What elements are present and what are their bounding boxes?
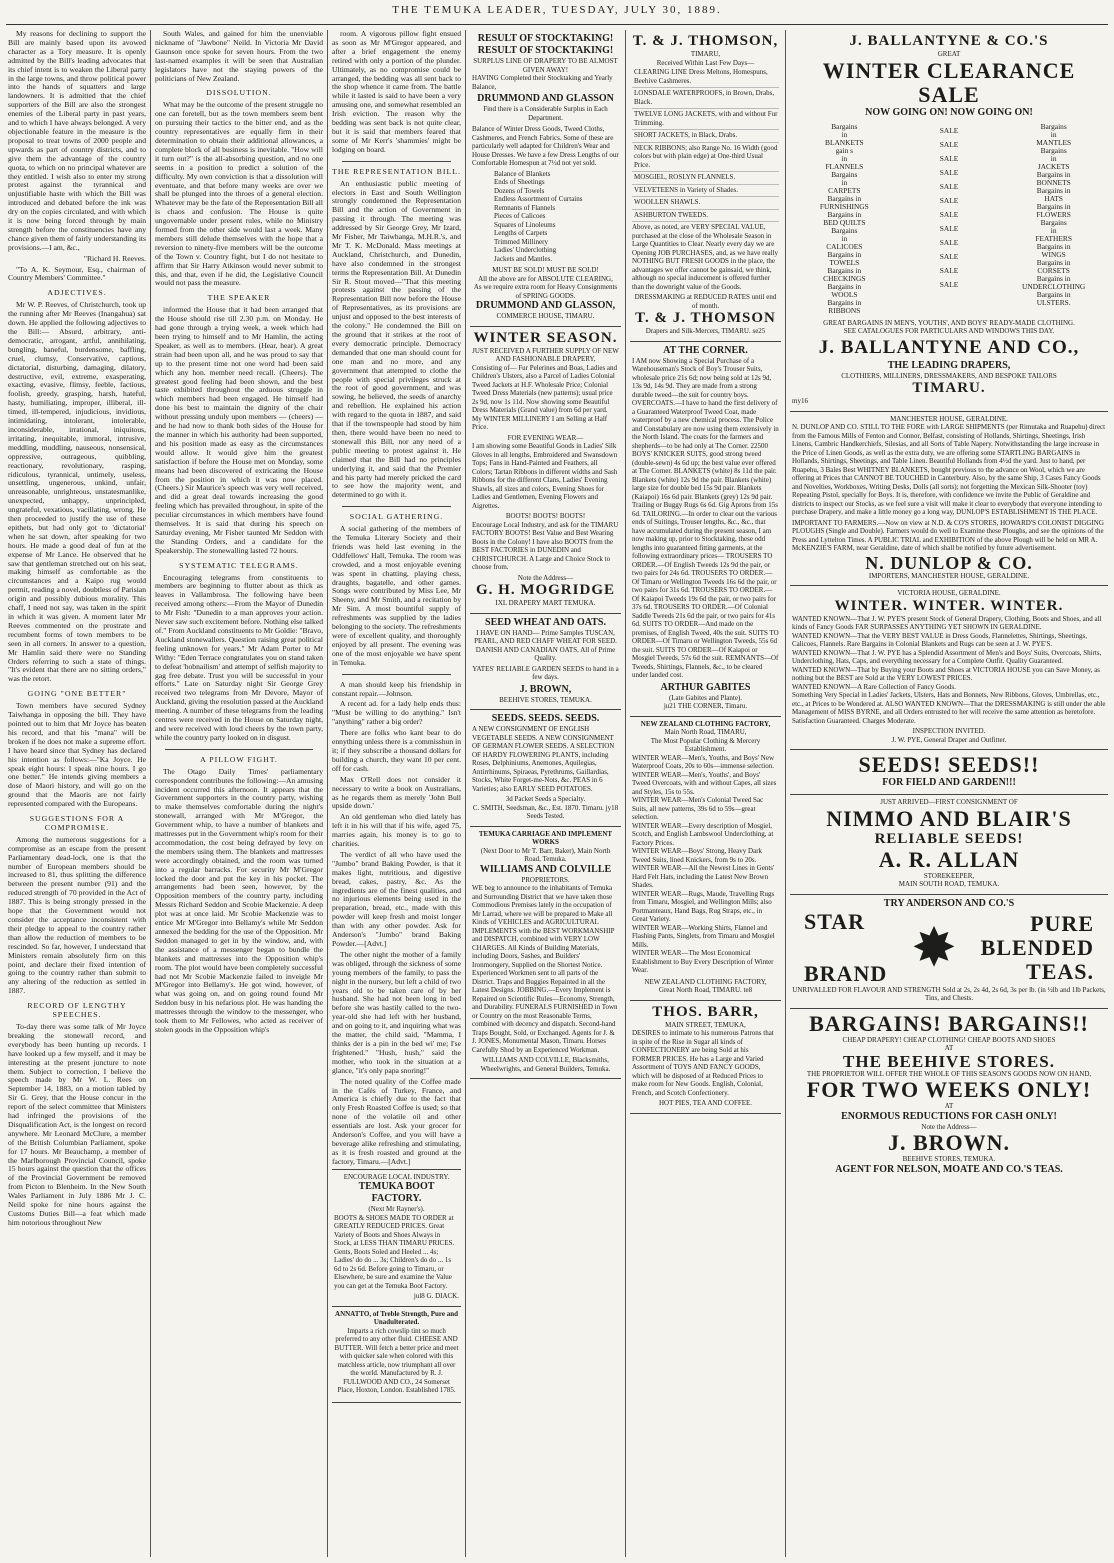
article-paragraph: An enthusiastic public meeting of electors in East and South Wellington strongly condemned the Representation Bill and the action of Government in passing it through. The meeting was addressed by Sir George Grey, Mr Izard, Mr Fisher, Mr Taiwhanga, M.H.R.'s, and Mr T. K. McDonald. Mass meetings at Auckland, Christchurch, and Dunedin, have also condemned in the strongest terms the Representation Bill. At Dunedin Sir R. Stout moved—"That this meeting protests against the passing of the Representation Bill now before the House of Representatives, as its provisions are unjust and opposed to the best interests of the colony." He condemned the Bill on the ground that it strikes at the root of every democratic principle. Democracy demanded that one man should count for one man and no more, and any government that attempted to clothe the people with special privileges struck at the root of good government, and was sowing, he believed, the seeds of anarchy and rebellion. He explained his action with regard to the quota in 1887, and said that if the townspeople had stood by him then, there would have been no need to stonewall this Bill, nor any need of a public meeting to protest against it. He claimed that the Bill had no principles underlying it, and said that the Premier and his party had merely pricked the card to see how the majority went, and determined to go with it. (332, 178, 461, 500)
ad-advertiser: C. SMITH, Seedsman, &c., Est. 1870. Timaru. jy18 Seeds Tested. (472, 803, 619, 820)
ad-title: WINTER CLEARANCE SALE (822, 57, 1076, 107)
ad-body: DRESSMAKING at REDUCED RATES until end of month. (634, 293, 777, 310)
list-item: BONNETS (1036, 177, 1071, 187)
list-item: Bargains (1040, 217, 1067, 227)
list-item: CARPETS (828, 185, 861, 195)
ad-title: NIMMO AND BLAIR'S (826, 805, 1072, 831)
column-rule (327, 30, 328, 1557)
list-item: SALE (939, 153, 959, 163)
advertisement-seed-wheat (470, 614, 621, 711)
article-paragraph: The verdict of all who have used the "Jumbo" brand Baking Powder, is that it makes light, nutritious, and digestive bread, cakes, pastry, &c. As the ingredients are of the finest qualities, and no injurious elements being used in the preparation, bread, etc., made with this powder will keep fresh and moist longer than with any other powder. Ask for Anderson's "Jumbo" brand Baking Powder.—[Advt.] (332, 849, 461, 948)
ad-body: IMPORTANT TO FARMERS.—Now on view at N.D. & CO'S STORES, HOWARD'S COLONIST DIGGING PLOUGHS (Single and Double). Farmers would do well to Examine these Ploughs, and see the opinions of the Press and Lyttelton Times. A PUBLIC TRIAL and EXHIBITION of the above Plough will be held on MR A. McKENZIE'S FARM, near Geraldine, date of which shall be notified by future advertisement. (792, 518, 1104, 552)
ad-body: Balance of Winter Dress Goods, Tweed Cloths, Cashmeres, and French Fabrics. Some of these are particularly well adapted for Children's Wear and House Dresses. We have a few Dress Lengths of our Comfortable Homespun at 7½d not yet sold. (472, 125, 619, 167)
ad-body: 3d Packet Seeds a Specialty. (505, 795, 586, 803)
list-item: WANTED KNOWN—That the VERY BEST VALUE in Dress Goods, Flannelettes, Shirtings, Sheetings, Calicoes, Flannels. Rare Bargains in Colonial Blankets and Rugs can be seen at J. W. PYE'S. (792, 631, 1087, 648)
ad-title: RESULT OF STOCKTAKING! (477, 45, 614, 56)
ad-body: Something Very Special in Ladies' Jackets, Ulsters, Hats and Bonnets, New Ribbons, Gloves, Umbrellas, etc., etc., at Prices to be Wondered at. ALSO WANTED KNOWN—That the DRESSMAKING is still under the able Management of MISS BYRNE, and all Orders entrusted to her will receive the same attention as heretofore. Satisfaction Guaranteed. Charges Moderate. (792, 691, 1106, 725)
list-item: RIBBONS (828, 305, 861, 315)
list-item: Bargains in (827, 193, 862, 203)
list-item: Bargains in (827, 209, 862, 219)
advertisement-boot-factory (332, 1169, 461, 1307)
ad-subtitle: (Late Gabites and Plante). (668, 693, 743, 702)
ad-advertiser: DRUMMOND AND GLASSON (477, 93, 614, 104)
advertisement-drummond-glasson (470, 30, 621, 327)
list-item: WANTED KNOWN—That by Buying your Boots and Shoes at VICTORIA HOUSE you can Save Money, as nothing but the BEST are Sold at the VERY LOWEST PRICES. (792, 665, 1101, 682)
list-item: in (841, 233, 848, 243)
ad-subtitle: CHEAP DRAPERY! CHEAP CLOTHING! CHEAP BOOTS AND SHOES (842, 1035, 1056, 1044)
ad-body: N. DUNLOP AND CO. STILL TO THE FORE with LARGE SHIPMENTS (per Rimutaka and Ruapehu) direct from the Famous Mills of Fenton and Connor, Belfast, consisting of Hollands, Shirtings, Sheetings, Irish Linens, Cambric Handkerchiefs, Silesias, and all Sorts of Table Napery. Notwithstanding the large increase in the Price of Linen Goods, as well as the extra duty, we are offering some STARTLING BARGAINS in Hollands, Shirtings, Sheetings, and Table Linen. Beautiful Hollands from 4½d the yard. Just to hand, per Ruapehu, 3 Bales Best WHITNEY BLANKETS, bought previous to the advance on Wool, which we are offering at Prices that CANNOT BE TOUCHED in Canterbury. Also, by the same Ship, 3 Cases Fancy Goods and Novelties, Workboxes, Writing Desks, Dolls (all sorts); not forgetting the Mexican Silk-Shooter (toy) Repeating Pistol, specially for Boys. It is, therefore, with confidence we invite the Public of Geraldine and districts to inspect our Stocks, as we feel sure a visit will make it clear to everybody that everyone intending to purchase Drapery, and make a little money go a long way, DUNLOP'S ESTABLISHMENT IS THE PLACE. (792, 423, 1106, 516)
ad-address: BEEHIVE STORES, TEMUKA. (499, 695, 592, 704)
ad-body: All the above are for ABSOLUTE CLEARING, (478, 274, 613, 283)
list-item: Bargains (831, 169, 858, 179)
list-item: ULSTERS. (1036, 297, 1071, 307)
list-item: LONSDALE WATERPROOFS, in Brown, Drabs, Black. (632, 89, 779, 109)
ad-headline: FOR TWO WEEKS ONLY! (806, 1077, 1092, 1102)
list-item: Pieces of Calicoes (494, 212, 546, 220)
ad-body: I HAVE ON HAND— Prime Samples TUSCAN, PEARL, AND RED CHAFF WHEAT FOR SEED. DANISH AND CANADIAN OATS, All of Prime Quality. (474, 628, 617, 662)
list-item: Bargains (1040, 145, 1067, 155)
list-item: WINTER WEAR—Boys' Strong, Heavy Dark Tweed Suits, lined Knickers, from 9s to 20s. (632, 847, 763, 864)
ad-word: STAR (804, 908, 866, 934)
list-item: SALE (939, 167, 959, 177)
advertisement-seeds (470, 710, 621, 827)
list-item: BED QUILTS (823, 217, 866, 227)
article-paragraph: There are folks who kant bear to do ennything unless there is a commisshun in it; if they subscribe a thousand dollars for building a church, they want 10 per cent. off for cash. (332, 728, 461, 773)
article-paragraph: informed the House that it had been arranged that the House should rise till 2.30 p.m. on Monday. He had gone through a trying week, a week which had been trying to himself and to Mr Hamlin, the acting Speaker, as well as to members. (Hear, hear). A great strain had been upon all, and he was proud to say that up to the present time not one word had been said which any hon. member need recall. (Cheers). The greatest good feeling had been shown, and the best taste exhibited throughout the arduous struggle in which members had been engaged. He himself had done his best to maintain the dignity of the chair without pressing unduly upon members — (cheers) — and he had now to thank both sides of the House for the manner in which his authority had been supported, and his position made as easy as the circumstances would allow. It would give him the greatest satisfaction if before the House met on Monday, some means had been discovered of extricating the House from the position in which it was now placed. (Cheers.) Sir Maurice's speech was very well received, and did a great deal towards increasing the good feeling which has prevailed throughout, in spite of the peculiar circumstances in which members have found themselves. It is said that during his speech on Saturday evening, Mr Fisher taunted Mr Seddon with the Standing Orders, and a candidate for the Speakership. The stonewalling lasted 72 hours. (155, 305, 323, 555)
ad-word: BRAND (804, 960, 888, 986)
ad-advertiser: A. R. ALLAN (878, 846, 1020, 872)
list-item: Bargains in (827, 281, 862, 291)
ad-headline: ENORMOUS REDUCTIONS FOR CASH ONLY! (841, 1110, 1057, 1122)
list-item: Endless Assortment of Curtains (494, 195, 583, 203)
ad-subtitle: CLOTHIERS, MILLINERS, DRESSMAKERS, AND BESPOKE TAILORS (841, 371, 1057, 380)
ad-body: I am showing some Beautiful Goods in Ladies' Silk Gloves in all lengths, Embroidered and Swansdown Tops; Fans in Hand-Painted and Feathers, all Colors; Tartan Ribbons in different widths and Sash Ribbons for the different Clans, Ladies' Evening Shawls, all sizes and colors, Evening Shoes for Ladies and Gentlemen, Evening Flowers and Aigrettes. (472, 442, 618, 510)
ad-connector: AT (944, 1044, 954, 1052)
list-item: SALE (939, 265, 959, 275)
star-icon: ✸ (911, 917, 957, 978)
article-paragraph: A man should keep his friendship in constant repair.—Johnson. (332, 679, 461, 698)
list-item: WINTER WEAR—Men's Colonial Tweed Sac Suits, all new patterns, 39s 6d to 59s—great selection. (632, 796, 764, 821)
divider (342, 674, 451, 675)
column-rule (465, 30, 466, 1557)
divider (342, 161, 451, 162)
article-paragraph: Town members have secured Sydney Taiwhanga in opposing the bill. They have pointed out to him that Mr Joyce has beaten his record, and that his "mana" will be broken if he does not make a supreme effort. I have heard since that Sydney has declared his intention as follows:—"Ka Joyce. He speak eight hours: I speak nine hours. I go one better." He intends giving members a dose of Maori history, and will go on the ground that the Maoris are not fairly represented compared with the Europeans. (8, 701, 146, 809)
ad-body: Imparts a rich cowslip tint so much preferred to any other fluid. CHEESE AND BUTTER. Will fetch a better price and meet with quicker sale when colored with this matchless article, now triumphant all over the world. Manufactured by R. J. FULLWOOD AND CO., 24 Somerset Place, Hoxton, London. Established 1785. (334, 1326, 459, 1395)
divider (165, 749, 313, 750)
list-item: SALE (939, 237, 959, 247)
ad-kicker: TRY ANDERSON AND CO.'S (883, 897, 1015, 909)
article-paragraph: "To A. K. Seymour, Esq., chairman of Country Members' Committee." (8, 264, 146, 283)
ad-advertiser: THE BEEHIVE STORES. (843, 1051, 1055, 1071)
ad-subtitle: STOREKEEPER, (923, 871, 975, 880)
advertisement-beehive (790, 1009, 1108, 1181)
list-item: TOWELS (829, 257, 860, 267)
list-item: WINTER WEAR—Men's, Youths', and Boys' Tweed Overcoats, with and without Capes, all sizes and Styles, 15s to 55s. (632, 770, 777, 796)
list-item: WANTED KNOWN—That J. W. PYE has a Splendid Assortment of Men's and Boys' Suits, Overcoats, Shirts, Underclothing, Hats, Caps, and everything necessary for a Complete Outfit. Quality Guaranteed. (792, 648, 1102, 665)
section-heading: RECORD OF LENGTHY SPEECHES. (27, 1001, 127, 1020)
ad-emphasis: MUST BE SOLD! MUST BE SOLD! (492, 266, 599, 274)
list-item: WINTER WEAR—Men's, Youths, and Boys' New Waterproof Coats, 20s to 60s—immense selection. (632, 753, 775, 770)
ad-kicker: MANCHESTER HOUSE, GERALDINE. (890, 414, 1008, 423)
ad-subheading: FOR EVENING WEAR— (507, 433, 584, 442)
ad-footer: AGENT FOR NELSON, MOATE AND CO.'S TEAS. (835, 1163, 1063, 1175)
column-2 (155, 30, 323, 1557)
ad-title: TEMUKA CARRIAGE AND IMPLEMENT WORKS (478, 829, 613, 846)
list-item: in (841, 177, 848, 187)
ad-body: Consisting of— Fur Pelerines and Boas, Ladies and Children's Ulsters, also a Parcel of Ladies Colonial Tweed Jackets at H.F. Wholesale Price; Colonial Tweed Dress Materials (new patterns); usual price 2s 9d, now 1s 11d. Now showing some Beautiful Dress Materials (Grand value) from 6d per yard. My WINTER MILLINERY I am Selling at Half Price. (472, 363, 618, 431)
advertisement-thos-barr (630, 1001, 781, 1114)
ad-kicker: ENCOURAGE LOCAL INDUSTRY. (343, 1172, 450, 1181)
ad-body: BOOTS & SHOES MADE TO ORDER at GREATLY REDUCED PRICES. Great Variety of Boots and Shoes Always in Stock, at LESS THAN TIMARU PRICES. Gents, Boots Soled and Heeled ... 4s; Ladies' do do ... 3s; Children's do do ... 1s 6d to 2s 6d. Before going to Timaru, or Elsewhere, be sure and examine the Value you can get at the Temuka Boot Factory. (334, 1213, 455, 1290)
sale-list-middle (897, 123, 1002, 315)
section-heading: SOCIAL GATHERING. (349, 512, 444, 522)
ad-title: WINTER. WINTER. WINTER. (834, 597, 1064, 614)
ad-body: Encourage Local Industry, and ask for the TIMARU FACTORY BOOTS! Best Value and Best Wearing Boots in the Colony! I have also BOOTS from the BEST FACTORIES in DUNEDIN and CHRISTCHURCH. A Large and Choice Stock to choose from. (472, 520, 619, 571)
ad-title: RESULT OF STOCKTAKING! (477, 33, 614, 44)
section-heading: SYSTEMATIC TELEGRAMS. (179, 560, 299, 570)
list-item: WOOLLEN SHAWLS. (632, 198, 779, 210)
article-paragraph: Encouraging telegrams from constituents to members are beginning to flutter about as thick as leaves in Vallambrosa. The following have been received among others:—From the Mayor of Dunedin to Mr Fish: "Dunedin to a man approves your action. Never saw such excitement before. Nothing else talked of." From Auckland constituents to Mr Goldie: "Bravo, Auckland stonewallers. Question raising great political feeling unknown for years." Mr Adam Porter to Mr Withy: "Eden Terrace congratulates you on stand taken to defeat 'hobnailism' and attempt of selfish majority to gag free debate. Trust you will be successful in your efforts." Late on Saturday night Sir George Grey received two telegrams from Mr Devore, Mayor of Auckland, giving the resolution passed at the Auckland meeting. A number of these telegrams from the leading centres were received in the House on Saturday night, and were received with loud cheers by the town party, while the country party looked on in disgust. (155, 572, 323, 742)
advertisement-annatto (332, 1307, 461, 1403)
list-item: BLANKETS (825, 137, 864, 147)
ad-subtitle: NOW GOING ON! NOW GOING ON! (865, 106, 1033, 118)
list-item: WINTER WEAR—All the Newest Lines in Gents' Hard Felt Hats, including the Latest New Brown Shades. (632, 864, 775, 889)
list-item: Bargains in (1036, 257, 1071, 267)
ad-body: As we require extra room for Heavy Consignments of SPRING GOODS. (473, 283, 618, 300)
ad-body: YATES' RELIABLE GARDEN SEEDS to hand in a few days. (472, 664, 619, 681)
column-rule (785, 30, 786, 1557)
ad-footer: jul8 G. DIACK. (413, 1292, 459, 1301)
advertisement-thomson (630, 30, 781, 342)
list-item: Bargains in (827, 265, 862, 275)
ad-advertiser: DRUMMOND AND GLASSON, (475, 300, 616, 311)
article-paragraph: The Otago Daily Times' parliamentary correspondent contributes the following:—An amusing incident occurred this afternoon. It appears that the Government supporters in the country party, wishing to make themselves comfortable during the night's stonewall, arranged with Mr M'Gregor, the Government whip, to have a number of blankets and mattresses put in the Government whip's room for their accommodation, the cost being defrayed by levy on the members using them. The blankets and mattresses were accordingly obtained, and the room was turned into a regular barracks. For security Mr M'Gregor locked the door and put the key in his pocket. The arrangements had been seen, however, by the Opposition members of the country party, including Messrs Richard Seddon and Scobie Mackenzie. A deep plot was at once laid. Mr Scobie Mackenzie was to entice Mr M'Gregor into Bellamy's while Mr Seddon annexed the bedding for the use of the Opposition. Mr Seddon managed to get in by the window, and, with the assistance of a messenger began to bundle the blankets and mattresses into the Opposition whip's room. The plot would have been completely successful had not Mr Scobie Mackenzie failed to inveigle Mr M'Gregor into Bellamy's. He got wind, however, of what was going on, and on going round found Mr Seddon busy in his nefarious plot. He was handing the mattresses through the window to the messenger, who took them to Mr Fellowes, who acted as receiver of stolen goods in the Opposition whip's (155, 766, 323, 1034)
ad-advertiser: NEW ZEALAND CLOTHING FACTORY, (644, 977, 767, 986)
ad-body: A NEW CONSIGNMENT OF ENGLISH VEGETABLE SEEDS. A NEW CONSIGNMENT OF GERMAN FLOWER SEEDS. A SELECTION OF HARDY FLOWERING PLANTS, including Roses, Delphiniums, Anemones, Aquilegias, Antirrhinums, Spiraeas, Pyrethrums, Gaillardias, Stocks, White Forget-me-Nots, &c. PEAS in 6 Varieties; also EARLY SEED POTATOES. (472, 725, 615, 793)
advertisement-ballantyne (790, 30, 1108, 412)
ad-advertiser: WILLIAMS AND COLVILLE (479, 863, 612, 875)
ad-list (472, 170, 619, 264)
list-item: Bargains in (827, 297, 862, 307)
list-item: Bargains in (1036, 169, 1071, 179)
ad-footer: ju21 THE CORNER, Timaru. (663, 702, 748, 710)
column-rule (625, 30, 626, 1557)
advertisement-pye (790, 586, 1108, 750)
ad-body: DESIRES to intimate to his numerous Patrons that in spite of the Rise in Sugar all kinds of CONFECTIONERY are being Sold at his FORMER PRICES. He has a Large and Varied Assortment of TOYS AND FANCY GOODS, which will be disposed of at Reduced Prices to make room for New Goods. English, Colonial, French, and Scotch Confectionery. (632, 1029, 774, 1097)
list-item: TWELVE LONG JACKETS, with and without Fur Trimming. (632, 110, 779, 130)
section-heading: SUGGESTIONS FOR A COMPROMISE. (29, 814, 125, 832)
list-item: MOSGIEL, ROSLYN FLANNELS. (632, 173, 779, 185)
list-item: WINTER WEAR—Rugs, Maude, Travelling Rugs from Timaru, Mosgiel, and Wellington Mills; also Portmanteaux, Hand Bags, Rug Straps, etc., in Great Variety. (632, 889, 775, 923)
ad-advertiser: J. BALLANTYNE AND CO., (818, 336, 1080, 358)
list-item: Bargains in (827, 249, 862, 259)
list-item: Bargains (1040, 121, 1067, 131)
list-item: WOOLS (831, 289, 858, 299)
ad-address: TIMARU, (690, 50, 721, 58)
ad-address: MAIN STREET, TEMUKA, (665, 1020, 746, 1029)
article-paragraph: Mr W. P. Reeves, of Christchurch, took up the running after Mr Reeves (Inangahua) sat down. He applied the following adjectives to the Bill:— Absurd, arbitrary, anti-democratic, arrogant, artful, annihilating, bungling, baneful, burdensome, baffling, cruel, clumsy, Conservative, captious, dictatorial, disturbing, damaging, dilatory, destructive, evil, extreme, exasperating, exacting, evasive, flimsy, feeble, factious, foolish, greedy, grasping, harsh, hateful, hasty, humiliating, improper, illiberal, ill-timed, ill-tempered, injudicious, invidious, intimidating, intolerant, intolerable, inconsiderable, irrational, iniquitous, irritating, inequitable, immoral, intrusive, meddling, muddling, nauseous, nonsensical, oppressive, outrageous, quibbling, reactionary, revolutionary, rasping, ridiculous, tyrannical, untimely, useless, unsettling, ungenerous, unkind, unfair, unreasonable, unrighteous, unstatesmanlike, unexpected, unhappy, unprincipled, ungrateful, vexatious, vacillating, wrong. He then proceeded to justify the use of these epithets, but had only got to 'dictatorial' when he sat down, after speaking for two hours. He made a good deal of fun at the expense of Mr Lance. He observed that he saw that gentleman stretched out on his seat, making himself as comfortable as the circumstances and a Kaipo rug would permit, reading a novel, doubtless of Parisian origin and possibly dubious morality. This chaff, I need not say, was taken in the spirit in which it was given. A moment later Mr Reeves commented on the prostrate and recumbent forms of town members to be seen in all corners. In answer to a question, Mr Hamlin said there were no Standing Orders referring to such a state of things. "It's evident that there are no sitting orders," was the retort. (8, 300, 146, 684)
ad-word: PURE (1030, 910, 1094, 936)
list-item: in (841, 153, 848, 163)
sale-grid (792, 123, 1106, 315)
advertisement-at-the-corner (630, 342, 781, 717)
ad-body: Find there is a Considerable Surplus in Each Department. (483, 105, 608, 122)
list-item: Bargains in (1036, 201, 1071, 211)
list-item: JACKETS (1037, 161, 1070, 171)
list-item: in (1050, 129, 1057, 139)
advertisement-star-teas (790, 895, 1108, 1009)
column-5 (630, 30, 781, 1557)
list-item: CHECKINGS (823, 273, 866, 283)
list-item: SALE (939, 195, 959, 205)
list-item: WINTER WEAR—Every description of Mosgiel, Scotch, and English Lambswool Underclothing, at Factory Prices. (632, 821, 774, 847)
ad-kicker: GREAT (937, 50, 961, 58)
article-paragraph: The noted quality of the Coffee made in the Cafés of Turkey, France, and America is chiefly due to the fact that only Fresh Roasted Coffee is used; so that none of the volatile oil and other essentials are lost. Ask your grocer for Anderson's Coffee, and you will have a beverage alike refreshing and stimulating, as it is fresh roasted and ground at the factory, Timaru.—[Advt.] (332, 1076, 461, 1166)
ad-subtitle: Received Within Last Few Days— (656, 58, 755, 67)
list-item: Bargains in (1036, 185, 1071, 195)
ad-advertiser: J. BROWN. (887, 1130, 1011, 1155)
column-3 (332, 30, 461, 1557)
list-item: CORSETS (1037, 265, 1070, 275)
list-item: in (1050, 153, 1057, 163)
ad-body: HAVING Completed their Stocktaking and Yearly Balance, (472, 74, 613, 91)
ad-subtitle: RELIABLE SEEDS! (874, 830, 1024, 847)
ad-subtitle: FOR FIELD AND GARDEN!!! (882, 777, 1016, 788)
list-item: SALE (939, 251, 959, 261)
ad-subtitle: (Next Mr Rayner's). (368, 1205, 425, 1214)
ad-address: TIMARU. (912, 380, 986, 396)
list-item: SALE (939, 181, 959, 191)
ad-address: BEEHIVE STORES, TEMUKA. (902, 1155, 996, 1163)
article-paragraph: room. A vigorous pillow fight ensued as soon as Mr M'Gregor appeared, and after a brief engagement the enemy retired with only a portion of the plunder. Ultimately, as no compromise could be arranged, the bedding was all sent back to the shop whence it came from. The battle while it lasted is said to have been a very amusing one, and somewhat resembled an Irish eviction. The reason why the bedding was sent back is not quite clear, but it is said that members feared that some of Mr Kerr's 'shammies' might be lodging on board. (332, 30, 461, 154)
ad-title: SEED WHEAT AND OATS. (485, 616, 606, 628)
list-item: Bargains (831, 225, 858, 235)
ad-advertiser: N. DUNLOP & CO. (865, 552, 1033, 573)
ad-title: SEEDS. SEEDS. SEEDS. (491, 713, 600, 724)
article-paragraph: To-day there was some talk of Mr Joyce breaking the stonewall record, and everybody has been hunting up records. I have looked up a few myself, and it may be interesting at the present juncture to note them. Subject to correction, I believe the speech made by Mr W. L. Rees on September 14, 1883, on a motion tabled by Sir G. Grey, that the House concur in the report of the select committee that Ministers had infringed the provisions of the Disqualification Act, is the longest on record anywhere. Mr Leonard McClure, a member of the British Columbian Parliament, spoke for 17 hours. Mr Beauchamp, a member of the Marlborough Provincial Council, spoke 15 hours against the question that the offices of the Provincial Government be removed from Picton to Blenheim. In the New South Wales Parliament in July 1886 Mr J. C. Neild spoke for nine hours against the Customs Duties Bill—a feat which made him notorious throughout New (8, 1021, 146, 1227)
ad-title: NEW ZEALAND CLOTHING FACTORY, (640, 719, 771, 728)
list-item: Ends of Sheetings (494, 178, 545, 186)
list-item: CLEARING LINE Dress Meltons, Homespuns, Beehive Cashmeres. (632, 68, 779, 88)
ad-title: AT THE CORNER. (663, 344, 748, 356)
section-heading: THE SPEAKER (207, 293, 271, 303)
list-item: Lengths of Carpets (494, 229, 548, 237)
ad-subheading: BOOTS! BOOTS! BOOTS! (505, 512, 586, 520)
ad-footer: Drapers and Silk-Mercers, TIMARU. se25 (645, 327, 766, 335)
list-item: WINTER WEAR—The Most Economical Establishment to Buy Every Description of Winter Wear. (632, 949, 774, 974)
article-paragraph: A recent ad. for a lady help ends thus: "Must be willing to do anything." Isn't "anything" rather a big order? (332, 699, 461, 727)
ad-kicker: VICTORIA HOUSE, GERALDINE. (897, 589, 1001, 597)
article-paragraph: The other night the mother of a family was obliged, through the sickness of some young members of the family, to pass the night in the nursery, but left a child of two years old to be taken care of by her husband. She had not been long in bed before she was hastily called to the two-year-old she had left with her husband, and on going to it, and inquiring what was the matter, the child said, "Mamma, I thinks der is a pin in the bed wi' me; I'se frightened." "Hush, hush," said the mother, who took in the situation at a glance, "it's only papa snoring!" (332, 949, 461, 1075)
ad-body: UNRIVALLED FOR FLAVOUR AND STRENGTH Sold at 2s, 2s 4d, 2s 6d, 3s per lb. (in ½lb and 1lb Packets, Tins, and Chests. (792, 985, 1106, 1002)
list-item: FEATHERS (1035, 233, 1072, 243)
ad-address: IXL DRAPERY MART TEMUKA. (495, 599, 596, 607)
column-1 (8, 30, 146, 1557)
article-paragraph: An old gentleman who died lately has left it in his will that if his wife, aged 75, marries again, his money is to go to charities. (332, 812, 461, 849)
advertisement-clothing-factory (630, 717, 781, 1001)
ad-footer: WILLIAMS AND COLVILLE, Blacksmiths, Wheelwrights, and General Builders, Temuka. (480, 1056, 611, 1073)
list-item: SALE (939, 209, 959, 219)
list-item: Bargains in (1036, 241, 1071, 251)
list-item: Bargains (831, 121, 858, 131)
ad-subtitle: The Most Popular Clothing & Mercery Establishment. (650, 736, 761, 753)
tea-brand-block (792, 910, 1106, 986)
list-item: SALE (939, 279, 959, 289)
advertisement-mogridge (470, 327, 621, 614)
ad-emphasis: INSPECTION INVITED. (912, 727, 986, 735)
ad-footer: J. W. PYE, General Draper and Outfitter. (891, 735, 1007, 744)
masthead: THE TEMUKA LEADER, TUESDAY, JULY 30, 1889. (392, 4, 722, 16)
ad-subtitle: THE LEADING DRAPERS, (887, 359, 1011, 371)
list-item: HATS (1044, 193, 1063, 203)
ad-body: GREAT BARGAINS IN MEN'S, YOUTHS', AND BOYS' READY-MADE CLOTHING. (823, 318, 1075, 327)
ad-kicker: JUST ARRIVED—FIRST CONSIGNMENT OF (880, 798, 1018, 806)
section-heading: THE REPRESENTATION BILL. (332, 166, 461, 176)
list-item: gain s (835, 145, 854, 155)
advertisement-carriage-works (470, 827, 621, 1080)
article-paragraph: Max O'Rell does not consider it necessary to write a book on Australians, as he regards them as merely 'John Bull upside down.' (332, 774, 461, 811)
advertisement-seeds-field (790, 750, 1108, 795)
list-item: Balance of Blankets (494, 169, 551, 178)
list-item: Jackets and Mantles. (494, 254, 553, 263)
column-rule (150, 30, 151, 1557)
list-item: VELVETEENS in Variety of Shades. (632, 186, 779, 198)
section-heading: DISSOLUTION. (206, 88, 272, 98)
ad-word: TEAS. (1026, 958, 1094, 984)
ad-subtitle: SURPLUS LINE OF DRAPERY TO BE ALMOST GIVEN AWAY! (473, 57, 618, 74)
list-item: Remnants of Flannels (494, 203, 556, 212)
ad-body: SEE CATALOGUES FOR PARTICULARS AND WINDOWS THIS DAY. (843, 327, 1055, 335)
list-item: SHORT JACKETS, in Black, Drabs. (632, 131, 779, 143)
ad-body: I AM now Showing a Special Purchase of a Warehouseman's Stock of Boy's Trouser Suits, wholesale price 21s 6d; now being sold at 12s 9d, 13s 9d, 14s 9d. They are made from a strong durable tweed—the suit for country boys. OVERCOATS.—I have to hand the first delivery of a Guaranteed Waterproof Tweed Coat, made waterproof by a new chemical process. The Police and Constabulary are now using them extensively in the North Island. The coats for the farmers and shepherds—to be had only at The Corner. 22500 BOYS' KNICKER SUITS, good strong tweed (double-sewn) 4s 6d up; the best value ever offered at The Corner. BLANKETS (white) 8s 11d the pair. Blankets (white) 12s 9d the pair. Blankets (white) large size for double bed 15s 9d pair. Blankets (Kaiapoi) 16s 6d pair. Blankets (grey) 12s 9d pair. Trailing or Buggy Rugs 6s 6d. Gig Aprons from 15s 6d. TAILORING.—In order to clear out the various ends of Suitings, Trouser lengths, &c., &c., that have accumulated during the present season, I am now making up, prior to Stocktaking, these odd lengths into guaranteed fitting garments, at the following extraordinary prices— TROUSERS TO ORDER.—Of English Tweeds 12s 9d the pair, or two pairs for 24s 6d. TROUSERS TO ORDER.—Of Timaru or Wellington Tweeds 16s 6d the pair, or two pairs for 31s 6d. TROUSERS TO ORDER.—Of Kaiapoi Tweeds 19s 6d the pair, or two pairs for 37s 6d. TROUSERS TO ORDER.—Of Colonial Saddle Tweeds 21s 6d the pair, or two pairs for 41s 6d. SUITS TO ORDER—And made on the premises, of English Tweed, 40s the suit. SUITS TO ORDER—Of Timaru or Wellington Tweeds, 55s 6d the suit. SUITS TO ORDER—Of Kaiapoi or Mosgiel Tweeds, 57s 6d the suit. REMNANTS—Of Tweeds, Shirtings, Flannels, &c., to be cleared under landed cost. (632, 356, 779, 679)
ad-title: ANNATTO, of Treble Strength, Pure and Unadulterated. (335, 1309, 458, 1327)
ad-footer: HOT PIES, TEA AND COFFEE. (658, 1099, 753, 1107)
list-item: WINGS (1041, 249, 1066, 259)
ad-footer: Great North Road, TIMARU. te8 (658, 986, 753, 994)
list-item: Squares of Linoleums (494, 220, 556, 229)
ad-advertiser: J. BROWN, (519, 683, 572, 695)
ad-body: THE PROPRIETOR WILL OFFER THE WHOLE OF THIS SEASON'S GOODS NOW ON HAND, (806, 1069, 1092, 1078)
ad-note: Note the Address— (517, 573, 574, 582)
list-item: UNDERCLOTHING (1022, 281, 1086, 291)
section-heading: GOING "ONE BETTER" (27, 689, 127, 699)
list-item: CALICOES (826, 241, 863, 251)
ad-connector: AT (944, 1102, 954, 1110)
article-paragraph: A social gathering of the members of the Temuka Literary Society and their friends was held last evening in the Oddfellows' Hall, Temuka. The room was crowded, and a most enjoyable evening was spent in chatting, playing chess, draughts, bagatelle, and other games. Songs were contributed by Miss Lee, Mr Sheeny, and Mr Smith, and a recitation by Mr Sim. A most bountiful supply of refreshments was supplied by the ladies belonging to the society. The refreshments were of excellent quality, and thoroughly enjoyed by all present. The evening was one of the most enjoyable we have spent in Temuka. (332, 524, 461, 667)
ad-advertiser: T. & J. THOMSON (635, 310, 776, 326)
article-paragraph: My reasons for declining to support the Bill are mainly based upon its avowed character as a Tory measure. It is openly admitted by the Bill's leading advocates that its chief intent is to weaken the Liberal party in the large towns, and throw political power into the hands of squatters and large landowners. It is admitted that the chief supporters of the Bill are also the strongest enemies of the Liberal party in past years, and to which I have always belonged. A very objectionable feature in the measure is the proposal to treat towns of 2000 people and upwards as part of country districts, and to give them the advantage of the country quota, to which on no principal whatever are they entitled. I wish also to enter my strong protest against the tyrannical and unjustifiable haste with which the Bill was introduced and debated before the ink was dry on the copies circulated, and with which it is now being forced through by main strength before the constituencies have any chance given them of fairly understanding its provisions.—I am, &c., (8, 30, 146, 252)
ad-note: Note the Address— (921, 1122, 977, 1131)
column-6 (790, 30, 1108, 1557)
article-paragraph: South Wales, and gained for him the unenviable nickname of "Jawbone" Neild. In Victoria Mr David Gaunson once spoke for seven hours. From the two last-named examples it will be seen that Australian legislators have not the staying powers of the politicians of New Zealand. (155, 30, 323, 83)
list-item: WANTED KNOWN—A Rare Collection of Fancy Goods. (792, 682, 956, 691)
ad-advertiser: ARTHUR GABITES (660, 681, 751, 693)
list-item: Dozens of Towels (494, 186, 545, 195)
ad-title: SEEDS! SEEDS!! (858, 752, 1040, 777)
sale-list-left (792, 123, 897, 315)
list-item: Trimmed Millinery (494, 237, 548, 246)
advertisement-nimmo-blair (790, 795, 1108, 895)
list-item: Bargains in (1036, 289, 1071, 299)
list-item: FURNISHINGS (819, 201, 869, 211)
advertisement-dunlop (790, 412, 1108, 587)
ad-body: WE beg to announce to the inhabitants of Temuka and Surrounding District that we have taken those Commodious Premises lately in the occupation of Mr Larrad, where we will be prepared to Make all Kinds of VEHICLES and AGRICULTURAL IMPLEMENTS with the BEST WORKMANSHIP and DISPATCH, combined with VERY LOW CHARGES. All Kinds of Building Materials, including Doors, Sashes, and Builders' Ironmongery, Supplied on the Shortest Notice. Experienced Workmen sent to all parts of the District. Traps and Buggies Repainted in all the Latest Designs. JOBBING.—Every Implement is Repaired on Scientific Rules—Economy, Strength, and Durability. FUNERALS FURNISHED in Town or Country on the most Reasonable Terms, combined with decency and dispatch. Second-hand Traps Bought, Sold, or Exchanged. Agents for J. & J. JONES, Monumental Mason, Timaru. Horses Carefully Shod by an Experienced Workman. (472, 884, 618, 1054)
section-heading: A PILLOW FIGHT. (200, 754, 278, 764)
list-item: WANTED KNOWN—That J. W. PYE'S present Stock of General Drapery, Clothing, Boots and Shoes, and all kinds of Fancy Goods FAR SURPASSES ANYTHING YET SHOWN IN GERALDINE. (792, 614, 1102, 631)
ad-footer: IMPORTERS, MANCHESTER HOUSE, GERALDINE. (868, 571, 1030, 580)
list-item: FLOWERS (1036, 209, 1071, 219)
list-item: SALE (939, 139, 959, 149)
list-item: in (1050, 225, 1057, 235)
ad-advertiser: G. H. MOGRIDGE (475, 582, 615, 598)
list-item: Bargains in (1036, 273, 1071, 283)
ad-address: MAIN SOUTH ROAD, TEMUKA. (898, 880, 1000, 888)
divider (342, 506, 451, 507)
list-item: WINTER WEAR—Working Shirts, Flannel and Flashing Pants, Singlets, from Timaru and Mosgiel Mills. (632, 923, 775, 949)
section-heading: ADJECTIVES. (47, 288, 107, 298)
list-item: SALE (939, 125, 959, 135)
signature: "Richard H. Reeves. (83, 253, 146, 263)
ad-advertiser: J. BALLANTYNE & CO.'S (849, 33, 1049, 49)
ad-subtitle: PROPRIETORS. (521, 875, 570, 884)
ad-advertiser: THOS. BARR, (652, 1003, 759, 1020)
ad-word: BLENDED (980, 934, 1094, 960)
list-item: Ladies' Underclothing (494, 246, 557, 254)
list-item: NECK RIBBONS; also Range No. 16 Width (good colors but with plain edge) at One-third Usual Price. (632, 144, 779, 173)
masthead-rule (6, 24, 1108, 25)
article-paragraph: Among the numerous suggestions for a compromise as an escape from the present Parliamentary dead-lock, one is that the number of European members should be increased to 81, thus splitting the difference between the present number (91) and the reduced strength of 70 provided in the Act of 1887. This is being strongly pressed in the hope that the Government would not consider the acceptance inconsistent with their pledge to appeal to the country rather than allow the reduction of members to be rescinded. So far, however, I understand that Ministers remain absolutely firm on this point, and declare their fixed intention of going to the country rather than submit to any altering of the reduction as settled in 1887. (8, 834, 146, 996)
column-4 (470, 30, 621, 1557)
ad-title: WINTER SEASON. (473, 329, 618, 346)
ad-code: my16 (792, 397, 808, 405)
ad-title: BARGAINS! BARGAINS!! (809, 1010, 1089, 1036)
ad-subtitle: JUST RECEIVED A FURTHER SUPPLY OF NEW AND FASHIONABLE DRAPERY, (472, 346, 619, 363)
ad-subtitle: (Next Door to Mr T. Barr, Baker), Main North Road, Temuka. (480, 846, 611, 863)
ad-body: Above, as noted, are VERY SPECIAL VALUE, purchased at the close of the Wholesale Season in Large Quantities to Clear. Nearly every day we are Opening JOB PURCHASES, and, as we have really NOTHING BUT FRESH GOODS in the place, the advantages we offer cannot be gainsaid, we think, although no special inducement is offered further than the downright value of the Goods. (632, 223, 779, 291)
list-item: FLANNELS (825, 161, 864, 171)
article-paragraph: What may be the outcome of the present struggle no one can foretell, but as the town members seem bent on pursuing their tactics to the bitter end, and as the country representatives are equally firm in their determination to obtain their additional allowances, a complete block of all business is inevitable. "How will it turn out?" is the all-absorbing question, and no one seems in a position to predict a solution of the difficulty. My own conviction is that a dissolution will eventuate, and that before many weeks are over we shall be plunged into the throes of a general election. Whatever may be the fate of the Representation Bill all is chaos and confusion. The House is quite ungovernable under present rules, while no Ministry formed from the other side would last a week. Many members still delude themselves with the hope that a reversion to ninety-five members will be the outcome of the Town v. Country fight, but I do not hesitate to affirm that Sir Harry Atkinson would never submit to this, and that, even if he did, the Legislative Council would not pass the measure. (155, 100, 323, 288)
ad-advertiser: T. & J. THOMSON, (632, 33, 779, 49)
ad-address: Main North Road, TIMARU, (664, 728, 747, 736)
list-item: MANTLES (1036, 137, 1072, 147)
sale-list-right (1001, 123, 1106, 315)
list-item: ASHBURTON TWEEDS. (632, 211, 779, 223)
ad-title: TEMUKA BOOT FACTORY. (358, 1181, 435, 1205)
ad-address: COMMERCE HOUSE, TIMARU. (496, 312, 595, 320)
list-item: in (841, 129, 848, 139)
list-item: SALE (939, 223, 959, 233)
